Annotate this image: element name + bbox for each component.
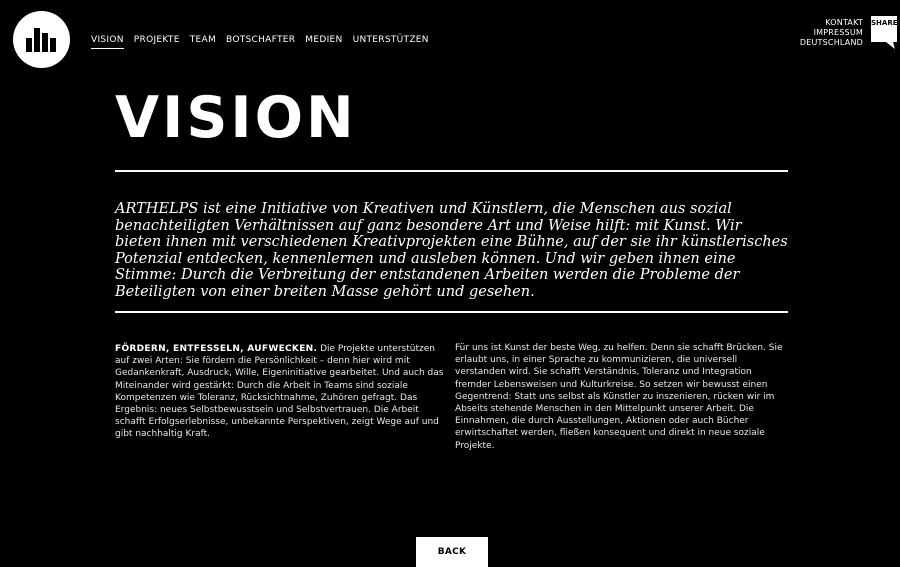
kontakt-link[interactable]: KONTAKT	[825, 18, 863, 27]
arthelps-logo[interactable]	[13, 11, 70, 68]
divider	[115, 311, 788, 313]
country-selector[interactable]: DEUTSCHLAND	[799, 38, 863, 47]
column-text: Die Projekte unterstützen auf zwei Arten: Sie fördern die Persönlichkeit – denn hier wird mit Gedankenkraft, Ausdruck, Wille, Eigeninitiative gearbeitet. Und auch das Miteinander wird gestärkt: Durch die Arbeit in Teams sind soziale Kompetenzen wie Toleranz, Rücksichtnahme, Zuhören gefragt. Das Ergebnis: neues Selbstbewusstsein und Selbstvertrauen. Die Arbeit schafft Erfolgserlebnisse, unbekannte Perspektiven, zeigt Wege auf und gibt nachhaltig Kraft.	[115, 344, 444, 440]
page-title: VISION	[115, 85, 357, 151]
divider	[115, 170, 788, 172]
nav-item-botschafter[interactable]: BOTSCHAFTER	[226, 35, 296, 45]
column-heading: FÖRDERN, ENTFESSELN, AUFWECKEN.	[115, 344, 318, 354]
share-button[interactable]	[871, 16, 897, 50]
meta-links	[800, 18, 863, 48]
text-column-left	[115, 343, 450, 441]
back-button[interactable]: BACK	[416, 537, 488, 567]
bars-logo-icon	[13, 11, 70, 68]
column-text: Für uns ist Kunst der beste Weg, zu helfen. Denn sie schafft Brücken. Sie erlaubt uns, in einer Sprache zu kommunizieren, die universell verstanden wird. Sie schafft Verständnis, Toleranz und Integration fremder Lebensweisen und Kulturkreise. So setzen wir bewusst einen Gegentrend: Statt uns selbst als Künstler zu inszenieren, rücken wir im Abseits stehende Menschen in den Mittelpunkt unserer Arbeit. Die Einnahmen, die durch Ausstellungen, Aktionen oder auch Bücher erwirtschaftet werden, fließen konsequent und direkt in neue soziale Projekte.	[455, 343, 783, 451]
nav-item-unterstuetzen[interactable]: UNTERSTÜTZEN	[352, 35, 429, 45]
nav-item-medien[interactable]: MEDIEN	[305, 35, 343, 45]
nav-item-projekte[interactable]: PROJEKTE	[133, 35, 180, 45]
nav-item-team[interactable]: TEAM	[189, 35, 217, 45]
main-nav	[91, 34, 429, 49]
nav-item-vision[interactable]: VISION	[91, 34, 124, 49]
lead-paragraph: ARTHELPS ist eine Initiative von Kreativen und Künstlern, die Menschen aus sozial benachteiligten Verhältnissen auf ganz besondere Art und Weise hilft: mit Kunst. Wir bieten ihnen mit verschiedenen Kreativprojekten eine Bühne, auf der sie ihr künstlerisches Potenzial entdecken, kennenlernen und ausleben können. Und wir geben ihnen eine Stimme: Durch die Verbreitung der entstandenen Arbeiten werden die Probleme der Beteiligten von einer breiten Masse gehört und gesehen.	[115, 201, 788, 300]
impressum-link[interactable]: IMPRESSUM	[813, 28, 863, 37]
share-label: SHARE	[871, 19, 898, 27]
text-column-right	[455, 342, 789, 452]
